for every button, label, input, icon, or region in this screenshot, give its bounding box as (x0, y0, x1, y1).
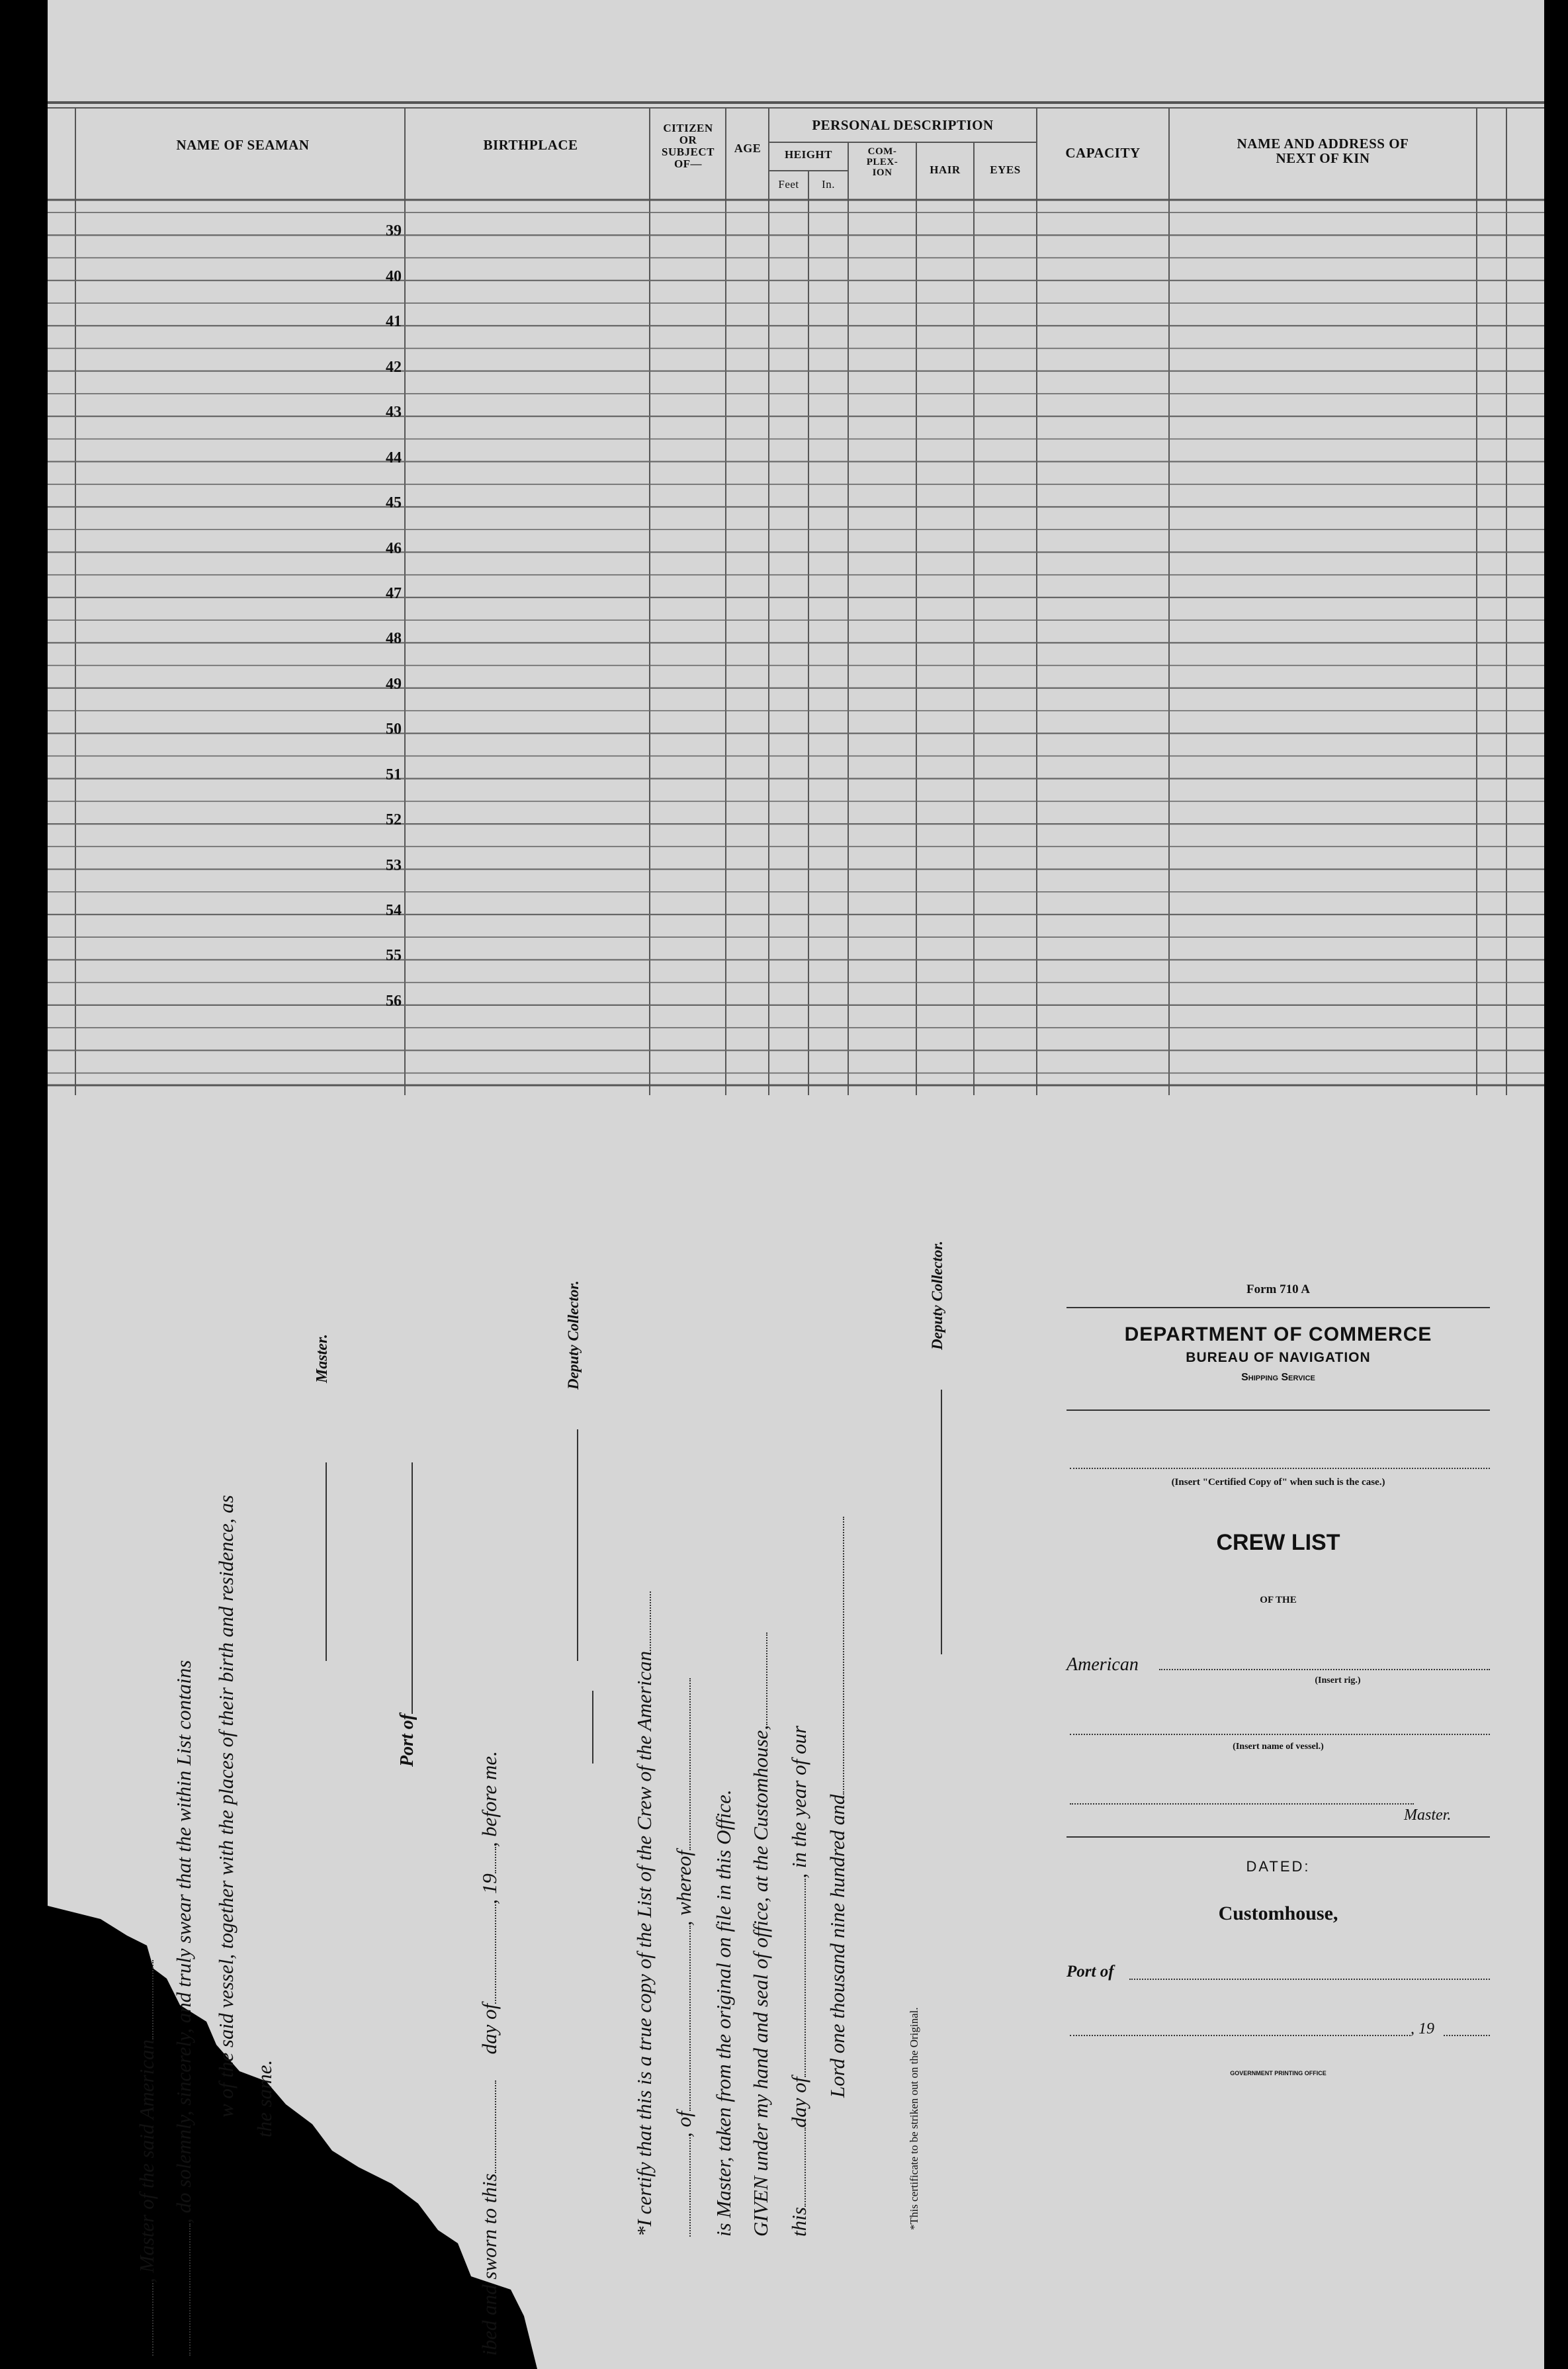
printer-mark: GOVERNMENT PRINTING OFFICE (1230, 2070, 1327, 2077)
port-line (1129, 1979, 1490, 1980)
american-label: American (1067, 1654, 1139, 1675)
header-personal-description: PERSONAL DESCRIPTION (812, 117, 994, 133)
document-page (48, 0, 1544, 2369)
header-name-of-seaman: NAME OF SEAMAN (176, 137, 310, 153)
cert-line5-row: thisday of, in the year of our (787, 1725, 810, 2237)
oath-text (135, 1960, 159, 2356)
row-number: 52 (386, 811, 402, 829)
certified-copy-line (1070, 1468, 1490, 1469)
department-name: DEPARTMENT OF COMMERCE (1124, 1323, 1432, 1345)
insert-name-note: (Insert name of vessel.) (1233, 1742, 1324, 1752)
header-citizen: CITIZEN OR SUBJECT OF— (661, 122, 715, 170)
oath-line3: w of the said vessel, together with the places of their birth and residence, as (214, 1495, 238, 2118)
dated-label: DATED: (1246, 1858, 1311, 1875)
header-age: AGE (734, 142, 762, 155)
header-feet: Feet (778, 178, 799, 191)
year-line (1444, 2035, 1490, 2036)
header-complexion: COM- PLEX- ION (866, 146, 898, 178)
row-number: 47 (386, 584, 402, 602)
oath-line1: , Master of the said American (135, 2039, 158, 2283)
row-number: 41 (386, 313, 402, 331)
cover-rule-top (1067, 1307, 1490, 1308)
oath-line3-row (214, 1495, 238, 2118)
header-height: HEIGHT (785, 148, 832, 161)
header-eyes: EYES (990, 163, 1021, 176)
master-line (1070, 1803, 1414, 1805)
row-number: 44 (386, 449, 402, 467)
cert-line2-row: , of, whereof (672, 1678, 696, 2237)
cert-line1-row: *I certify that this is a true copy of the List of the Crew of the American (632, 1591, 656, 2237)
cert-footnote: *This certificate to be striken out on the Original. (908, 2007, 920, 2230)
vessel-name-line (1070, 1734, 1490, 1735)
oath-port-of: Port of (397, 1462, 418, 1767)
cert-deputy-collector: Deputy Collector. (928, 1241, 946, 1654)
row-number: 55 (386, 947, 402, 965)
row-number: 53 (386, 856, 402, 874)
oath-sworn-row: ibed and sworn to thisday of, 19, before me. (478, 1751, 501, 2356)
cover-rule-2 (1067, 1409, 1490, 1411)
oath-line4: the same. (253, 2059, 276, 2137)
row-number: 46 (386, 539, 402, 557)
bureau-name: BUREAU OF NAVIGATION (1186, 1350, 1371, 1365)
cert-line6-row: Lord one thousand nine hundred and (826, 1517, 849, 2098)
insert-rig-note: (Insert rig.) (1315, 1676, 1361, 1685)
cert-line3-row: is Master, taken from the original on file in this Office. (712, 1789, 735, 2237)
row-number: 49 (386, 675, 402, 693)
oath-line2-row (172, 1660, 196, 2356)
cover-port-of: Port of (1067, 1963, 1114, 1981)
row-number: 48 (386, 630, 402, 648)
row-number: 45 (386, 494, 402, 512)
customhouse-label: Customhouse, (1218, 1902, 1338, 1924)
form-number: Form 710 A (1246, 1282, 1311, 1296)
cover-rule-3 (1067, 1836, 1490, 1838)
row-number: 56 (386, 992, 402, 1010)
date-line (1070, 2035, 1411, 2036)
row-number: 43 (386, 404, 402, 422)
row-number: 50 (386, 721, 402, 738)
header-capacity: CAPACITY (1065, 145, 1141, 161)
of-the-label: OF THE (1260, 1595, 1297, 1605)
row-number: 54 (386, 902, 402, 920)
header-inches: In. (822, 178, 835, 191)
oath-deputy-collector: Deputy Collector. (564, 1280, 582, 1661)
row-number: 51 (386, 766, 402, 783)
rig-line (1159, 1669, 1490, 1670)
oath-line2: , do solemnly, sincerely, and truly swear that the within List contains (172, 1660, 195, 2223)
oath-master-signature: Master. (312, 1334, 331, 1661)
header-hair: HAIR (930, 163, 961, 176)
row-number: 39 (386, 222, 402, 240)
service-name: Shipping Service (1241, 1372, 1315, 1383)
cert-line4-row: GIVEN under my hand and seal of office, at the Customhouse, (749, 1632, 773, 2237)
insert-certified-note: (Insert "Certified Copy of" when such is the case.) (1171, 1477, 1385, 1488)
crew-list-title: CREW LIST (1216, 1530, 1340, 1555)
row-number: 40 (386, 267, 402, 285)
cover-master-label: Master. (1404, 1807, 1452, 1824)
oath-line4-row (253, 2060, 277, 2137)
row-number: 42 (386, 358, 402, 376)
cover-year: , 19 (1411, 2020, 1434, 2037)
header-birthplace: BIRTHPLACE (483, 137, 578, 153)
separator-line (592, 1691, 595, 1764)
header-next-of-kin: NAME AND ADDRESS OF NEXT OF KIN (1237, 136, 1409, 167)
